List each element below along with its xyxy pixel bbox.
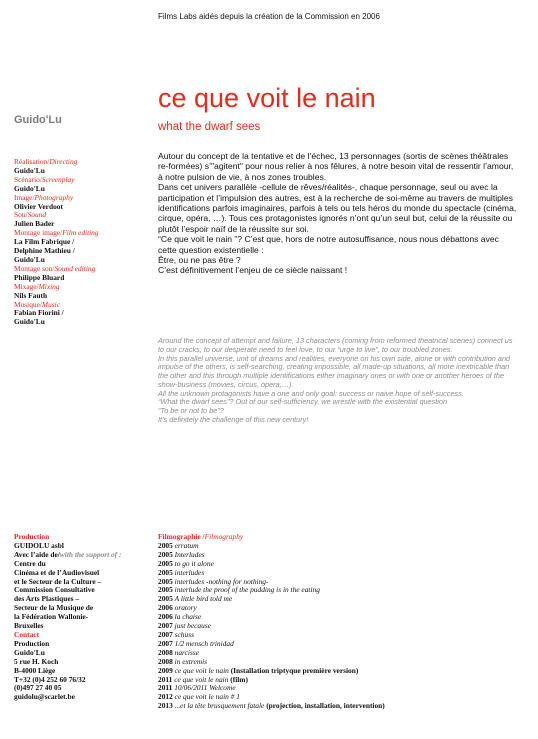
- filmography-item: [158, 604, 528, 613]
- filmography-title: 10/06/2011 Welcome: [174, 683, 236, 693]
- synopsis-en-paragraph: “What the dwarf sees”? Out of our self-sufficiency, we wrestle with the existential question: [158, 397, 448, 407]
- filmography-heading: [158, 533, 528, 542]
- credit-name: Fabian Fiorini /: [14, 308, 64, 318]
- support-line: Cinéma et de l’Audiovisuel: [14, 567, 100, 577]
- filmography-title: just because: [174, 621, 211, 631]
- filmography-item: [158, 542, 528, 551]
- filmography-item: [158, 640, 528, 649]
- filmography-title: ce que voit le nain: [174, 674, 229, 684]
- synopsis-french: [158, 151, 518, 276]
- filmography-title: oratory: [174, 603, 197, 613]
- filmography-item: [158, 622, 528, 631]
- film-subtitle: what the dwarf sees: [158, 121, 261, 133]
- contact-heading: Contact: [14, 629, 40, 639]
- filmography-year: 2012: [158, 692, 173, 702]
- credit-role-en: Film editing: [62, 228, 99, 238]
- filmography-title: to go it alone: [174, 558, 214, 568]
- credit-role-en: Sound: [27, 210, 47, 220]
- synopsis-en-paragraph: All the unknown protagonists have a one and only goal: success or naive hope of self-success.: [158, 388, 464, 398]
- synopsis-fr-paragraph: “Ce que voit le nain ”? C’est que, hors de notre autosuffisance, nous nous débattons avec cette question existentielle :: [158, 234, 499, 255]
- credit-name: Philippe Bluard: [14, 272, 65, 282]
- credit-name: Guido'Lu: [14, 254, 45, 264]
- filmography-title: interlude the proof of the pudding is in the eating: [174, 585, 320, 595]
- filmography-item: [158, 649, 528, 658]
- synopsis-fr-paragraph: Être, ou ne pas être ?: [158, 255, 241, 266]
- filmography-year: 2005: [158, 585, 173, 595]
- credit-name: Olivier Verdoot: [14, 201, 63, 211]
- synopsis-en-paragraph: In this parallel universe, unit of dreams and realities, everyone on his own side, alone or with contribution and impulse of the others, is self-searching, creating impossible, all made-up situations, all more inextricable than the other and this through multiple identifications either imaginary ones or with one or another heroes of the show-business (movies, circus, opera,…).: [158, 353, 511, 389]
- filmography-year: 2005: [158, 549, 173, 559]
- support-prefix-en: with the support of :: [59, 549, 122, 559]
- credit-name: Delphine Mathieu /: [14, 246, 75, 256]
- filmography-title: A little bird told me: [174, 594, 233, 604]
- filmography-title: interludes: [174, 567, 205, 577]
- support-line: des Arts Plastiques –: [14, 594, 80, 604]
- filmography-year: 2005: [158, 576, 173, 586]
- contact-line: Production: [14, 638, 50, 648]
- credit-role-fr: Réalisation/: [14, 157, 50, 166]
- filmography-year: 2005: [158, 558, 173, 568]
- credit-role-fr: Mixage/: [14, 281, 39, 291]
- support-list: [14, 560, 149, 631]
- filmography-title: 1/2 mensch trinidad: [174, 638, 234, 648]
- credit-role-en: Photography: [34, 192, 74, 202]
- contact-list: [14, 640, 149, 702]
- filmography-list: [158, 542, 528, 711]
- credit-role-en: Screenplay: [41, 174, 75, 184]
- credit-name: Nils Fauth: [14, 290, 48, 300]
- filmography-year: 2011: [158, 674, 173, 684]
- synopsis-fr-paragraph: Dans cet univers parallèle -cellule de rêves/réalités-, chaque personnage, seul ou avec la participation et l’impulsion des autres, est à la recherche de soi-même au travers de multiples identifications parfois imaginaires, parfois à tels ou tels héros du monde du spectacle (cinéma, cirque, opéra, …). Tous ces protagonistes ignorés n’ont qu’un seul but, celui de la réussite ou plutôt l’espoir naïf de la réussite sur soi.: [158, 182, 517, 234]
- credit-role-en: Sound editing: [54, 263, 96, 273]
- production-block: [14, 533, 149, 702]
- filmography-year: 2007: [158, 621, 173, 631]
- filmography-year: 2008: [158, 656, 173, 666]
- film-title: ce que voit le nain: [158, 83, 376, 113]
- contact-line: guidolu@scarlet.be: [14, 692, 75, 702]
- filmography-title: ce que voit le nain: [174, 665, 229, 675]
- filmography-heading-en: Filmography: [204, 532, 244, 541]
- filmography-year: 2005: [158, 540, 173, 550]
- filmography-note: (Installation triptyque première version): [230, 665, 359, 675]
- filmography-note: (projection, installation, intervention): [266, 701, 385, 711]
- credit-name: Guido'Lu: [14, 317, 45, 327]
- filmography-year: 2005: [158, 594, 173, 604]
- filmography-block: [158, 533, 528, 711]
- filmography-item: [158, 560, 528, 569]
- filmography-title: ...et la tête brusquement fatale: [174, 701, 265, 711]
- filmography-title: narcisse: [174, 647, 199, 657]
- filmography-year: 2006: [158, 612, 173, 622]
- credit-name: Guido'Lu: [14, 165, 45, 175]
- filmography-item: [158, 702, 528, 711]
- credit-role-fr: Montage son/: [14, 263, 55, 273]
- filmography-year: 2011: [158, 683, 173, 693]
- support-line: la Fédération Wallonie-: [14, 612, 89, 622]
- director-name: Guido'Lu: [14, 114, 62, 126]
- filmography-year: 2013: [158, 701, 173, 711]
- credits-list: [14, 158, 149, 327]
- filmography-year: 2005: [158, 567, 173, 577]
- filmography-title: schuss: [174, 629, 194, 639]
- credit-role-en: Music: [41, 299, 60, 309]
- support-line: et le Secteur de la Culture –: [14, 576, 102, 586]
- synopsis-fr-paragraph: C’est définitivement l’enjeu de ce siècle naissant !: [158, 265, 348, 276]
- contact-line: Guido'Lu: [14, 647, 45, 657]
- filmography-heading-fr: Filmographie /: [158, 532, 205, 541]
- page-header: Films Labs aidés depuis la création de la Commission en 2006: [158, 12, 380, 21]
- synopsis-english: [158, 337, 518, 425]
- filmography-year: 2007: [158, 629, 173, 639]
- filmography-year: 2006: [158, 603, 173, 613]
- filmography-title: Interludes: [174, 549, 205, 559]
- synopsis-en-paragraph: Around the concept of attempt and failure, 13 characters (coming from reformed theatrical scenes) connect us to our cracks, to our desperate need to feel love, to our “urge to live”, to our troubled zones.: [158, 336, 513, 354]
- filmography-title: interludes -nothing for nothing-: [174, 576, 269, 586]
- contact-line: B-4000 Liège: [14, 665, 56, 675]
- filmography-title: ce que voit le nain # 1: [174, 692, 240, 702]
- filmography-item: [158, 595, 528, 604]
- contact-line: (0)497 27 40 05: [14, 683, 62, 693]
- credit-role-fr: Son/: [14, 210, 28, 220]
- contact-line: T+32 (0)4 252 60 76/32: [14, 674, 86, 684]
- filmography-title: in extremis: [174, 656, 207, 666]
- credit-name: Julien Bader: [14, 219, 55, 229]
- filmography-item: [158, 613, 528, 622]
- credit-role-en: Mixing: [38, 281, 60, 291]
- credit-role-fr: Image/: [14, 192, 35, 202]
- filmography-title: la chaise: [174, 612, 202, 622]
- support-line: Bruxelles: [14, 621, 44, 631]
- support-line: Secteur de la Musique de: [14, 603, 94, 613]
- filmography-title: erratum: [174, 540, 199, 550]
- synopsis-en-paragraph: It’s definitely the challenge of this new century!: [158, 414, 309, 424]
- production-company: GUIDOLU asbl: [14, 540, 64, 550]
- filmography-year: 2008: [158, 647, 173, 657]
- credit-role-en: Directing: [49, 157, 78, 166]
- credit-role-fr: Montage image/: [14, 228, 63, 238]
- filmography-note: (film): [230, 674, 248, 684]
- support-line: Commission Consultative: [14, 585, 95, 595]
- credit-role-fr: Musique/: [14, 299, 42, 309]
- synopsis-fr-paragraph: Autour du concept de la tentative et de l’échec, 13 personnages (sortis de scènes théâtrales re-formées) s’"agitent" pour nous relier à nos fêlures, à notre besoin vital de ressentir l’amour, à notre pulsion de vie, à nos zones troubles.: [158, 151, 514, 182]
- credit-name: Guido'Lu: [14, 183, 45, 193]
- production-heading: Production: [14, 532, 50, 541]
- support-prefix: Avec l’aide de/: [14, 549, 60, 559]
- credit-role-fr: Scénario/: [14, 174, 42, 184]
- filmography-year: 2007: [158, 638, 173, 648]
- filmography-year: 2009: [158, 665, 173, 675]
- contact-line: 5 rue H. Koch: [14, 656, 59, 666]
- credit-name: La Film Fabrique /: [14, 237, 75, 247]
- support-line: Centre du: [14, 558, 46, 568]
- synopsis-en-paragraph: “To be or not to be”?: [158, 406, 224, 415]
